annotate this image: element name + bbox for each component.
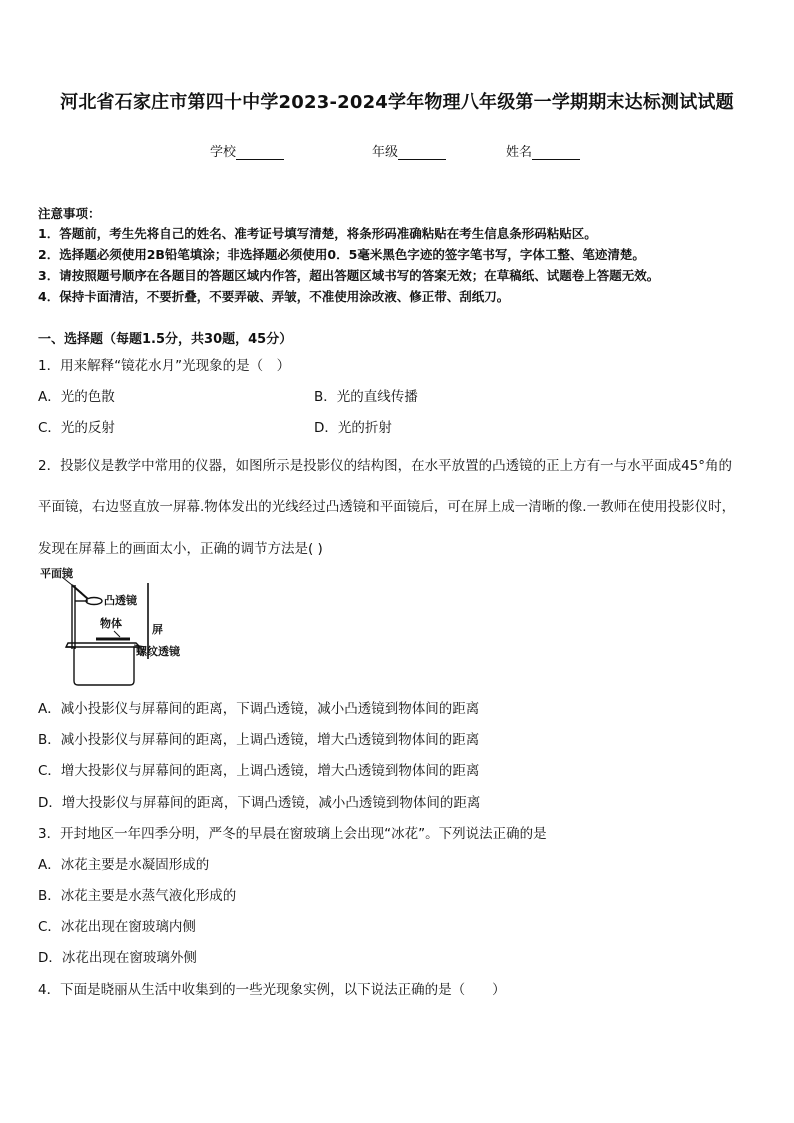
school-field[interactable] [210,141,284,160]
q2-option-a: A．减小投影仪与屏幕间的距离，下调凸透镜，减小凸透镜到物体间的距离 [38,701,480,717]
q3-option-c: C．冰花出现在窗玻璃内侧 [38,919,196,935]
note-item-1: 1．答题前，考生先将自己的姓名、准考证号填写清楚，将条形码准确粘贴在考生信息条形码粘贴区。 [38,226,597,241]
note-item-2: 2．选择题必须使用2B铅笔填涂；非选择题必须使用0．5毫米黑色字迹的签字笔书写，字体工整、笔迹清楚。 [38,247,645,262]
grade-blank[interactable] [398,145,446,160]
q1-option-d: D．光的折射 [314,420,392,436]
grade-label: 年级 [372,145,399,160]
section-heading: 一、选择题（每题1.5分，共30题，45分） [38,332,293,347]
q2-line-1: 2．投影仪是教学中常用的仪器，如图所示是投影仪的结构图，在水平放置的凸透镜的正上方有一与水平面成45°角的 [38,458,733,474]
q1-stem: 1．用来解释“镜花水月”光现象的是（ ） [38,358,291,374]
q2-option-c: C．增大投影仪与屏幕间的距离，上调凸透镜，增大凸透镜到物体间的距离 [38,763,480,779]
q1-option-c: C．光的反射 [38,420,115,436]
name-label: 姓名 [506,145,533,160]
name-field[interactable] [506,141,580,160]
q3-option-d: D．冰花出现在窗玻璃外侧 [38,950,197,966]
projector-base [66,643,140,685]
q3-option-b: B．冰花主要是水蒸气液化形成的 [38,888,237,904]
notes-heading: 注意事项： [38,206,101,221]
grade-field[interactable] [372,141,446,160]
q3-option-a: A．冰花主要是水凝固形成的 [38,857,210,873]
object-pointer [114,631,120,637]
q4-stem: 4．下面是晓丽从生活中收集到的一些光现象实例，以下说法正确的是（ ） [38,982,506,998]
label-object: 物体 [100,617,122,630]
page-title: 河北省石家庄市第四十中学2023-2024学年物理八年级第一学期期末达标测试试题 [60,92,734,113]
school-label: 学校 [210,145,237,160]
q2-line-2: 平面镜，右边竖直放一屏幕.物体发出的光线经过凸透镜和平面镜后，可在屏上成一清晰的像.一教师在使用投影仪时， [38,499,736,515]
q2-option-b: B．减小投影仪与屏幕间的距离，上调凸透镜，增大凸透镜到物体间的距离 [38,732,480,748]
projector-diagram [38,563,198,691]
school-blank[interactable] [236,145,284,160]
q2-option-d: D．增大投影仪与屏幕间的距离，下调凸透镜，减小凸透镜到物体间的距离 [38,795,481,811]
q1-option-a: A．光的色散 [38,389,115,405]
convex-lens-shape [86,598,102,605]
q2-line-3: 发现在屏幕上的画面太小，正确的调节方法是( ) [38,541,323,557]
label-mirror: 平面镜 [40,567,73,580]
q3-stem: 3．开封地区一年四季分明，严冬的早晨在窗玻璃上会出现“冰花”。下列说法正确的是 [38,826,547,842]
note-item-4: 4．保持卡面清洁，不要折叠，不要弄破、弄皱，不准使用涂改液、修正带、刮纸刀。 [38,289,510,304]
name-blank[interactable] [532,145,580,160]
label-screw-lens: 螺纹透镜 [136,645,180,658]
note-item-3: 3．请按照题号顺序在各题目的答题区域内作答，超出答题区域书写的答案无效；在草稿纸、试题卷上答题无效。 [38,268,660,283]
label-screen: 屏 [152,623,163,636]
label-lens: 凸透镜 [104,594,137,607]
q1-option-b: B．光的直线传播 [314,389,418,405]
